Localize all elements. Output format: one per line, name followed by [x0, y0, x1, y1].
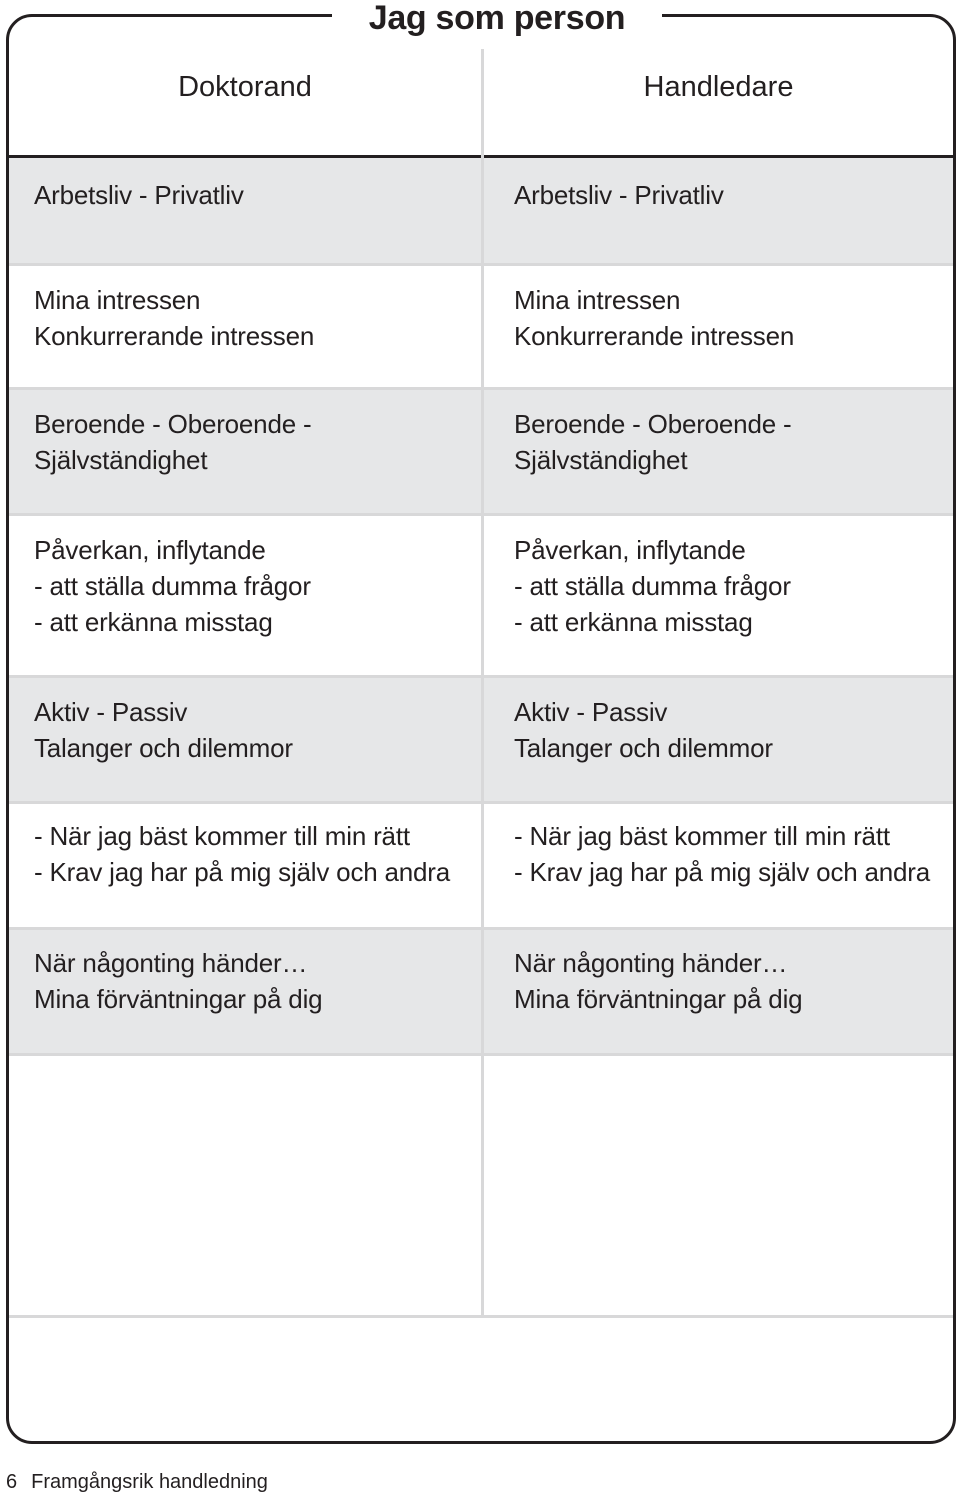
column-divider	[481, 49, 484, 1315]
row-cell-handledare: Beroende - Oberoende - Självständighet	[514, 409, 792, 475]
page-title: Jag som person	[368, 0, 626, 37]
worksheet-frame	[6, 14, 956, 1444]
row-cell-doktorand: Aktiv - Passiv Talanger och dilemmor	[34, 697, 293, 763]
row-cell-handledare: När någonting händer… Mina förväntningar på dig	[514, 948, 803, 1014]
row-cell-doktorand: Mina intressen Konkurrerande intressen	[34, 285, 315, 351]
row-cell-doktorand: När någonting händer… Mina förväntningar på dig	[34, 948, 323, 1014]
page-title-box	[332, 0, 662, 36]
row-cell-doktorand: Arbetsliv - Privatliv	[34, 180, 244, 210]
footer-text: Framgångsrik handledning	[31, 1471, 268, 1493]
row-cell-handledare: Arbetsliv - Privatliv	[514, 180, 724, 210]
row-cell-handledare: Påverkan, inflytande - att ställa dumma frågor - att erkänna misstag	[514, 535, 791, 637]
blank-bottom-area	[9, 1315, 953, 1441]
column-header-right: Handledare	[643, 71, 794, 103]
page-footer	[6, 1468, 268, 1496]
row-cell-handledare: Mina intressen Konkurrerande intressen	[514, 285, 795, 351]
row-cell-doktorand: - När jag bäst kommer till min rätt - Krav jag har på mig själv och andra	[34, 821, 451, 887]
row-cell-doktorand: Påverkan, inflytande - att ställa dumma frågor - att erkänna misstag	[34, 535, 311, 637]
row-cell-handledare: Aktiv - Passiv Talanger och dilemmor	[514, 697, 773, 763]
column-header-left: Doktorand	[178, 71, 312, 103]
row-cell-doktorand: Beroende - Oberoende - Självständighet	[34, 409, 312, 475]
page-number: 6	[6, 1471, 18, 1493]
row-cell-handledare: - När jag bäst kommer till min rätt - Krav jag har på mig själv och andra	[514, 821, 931, 887]
